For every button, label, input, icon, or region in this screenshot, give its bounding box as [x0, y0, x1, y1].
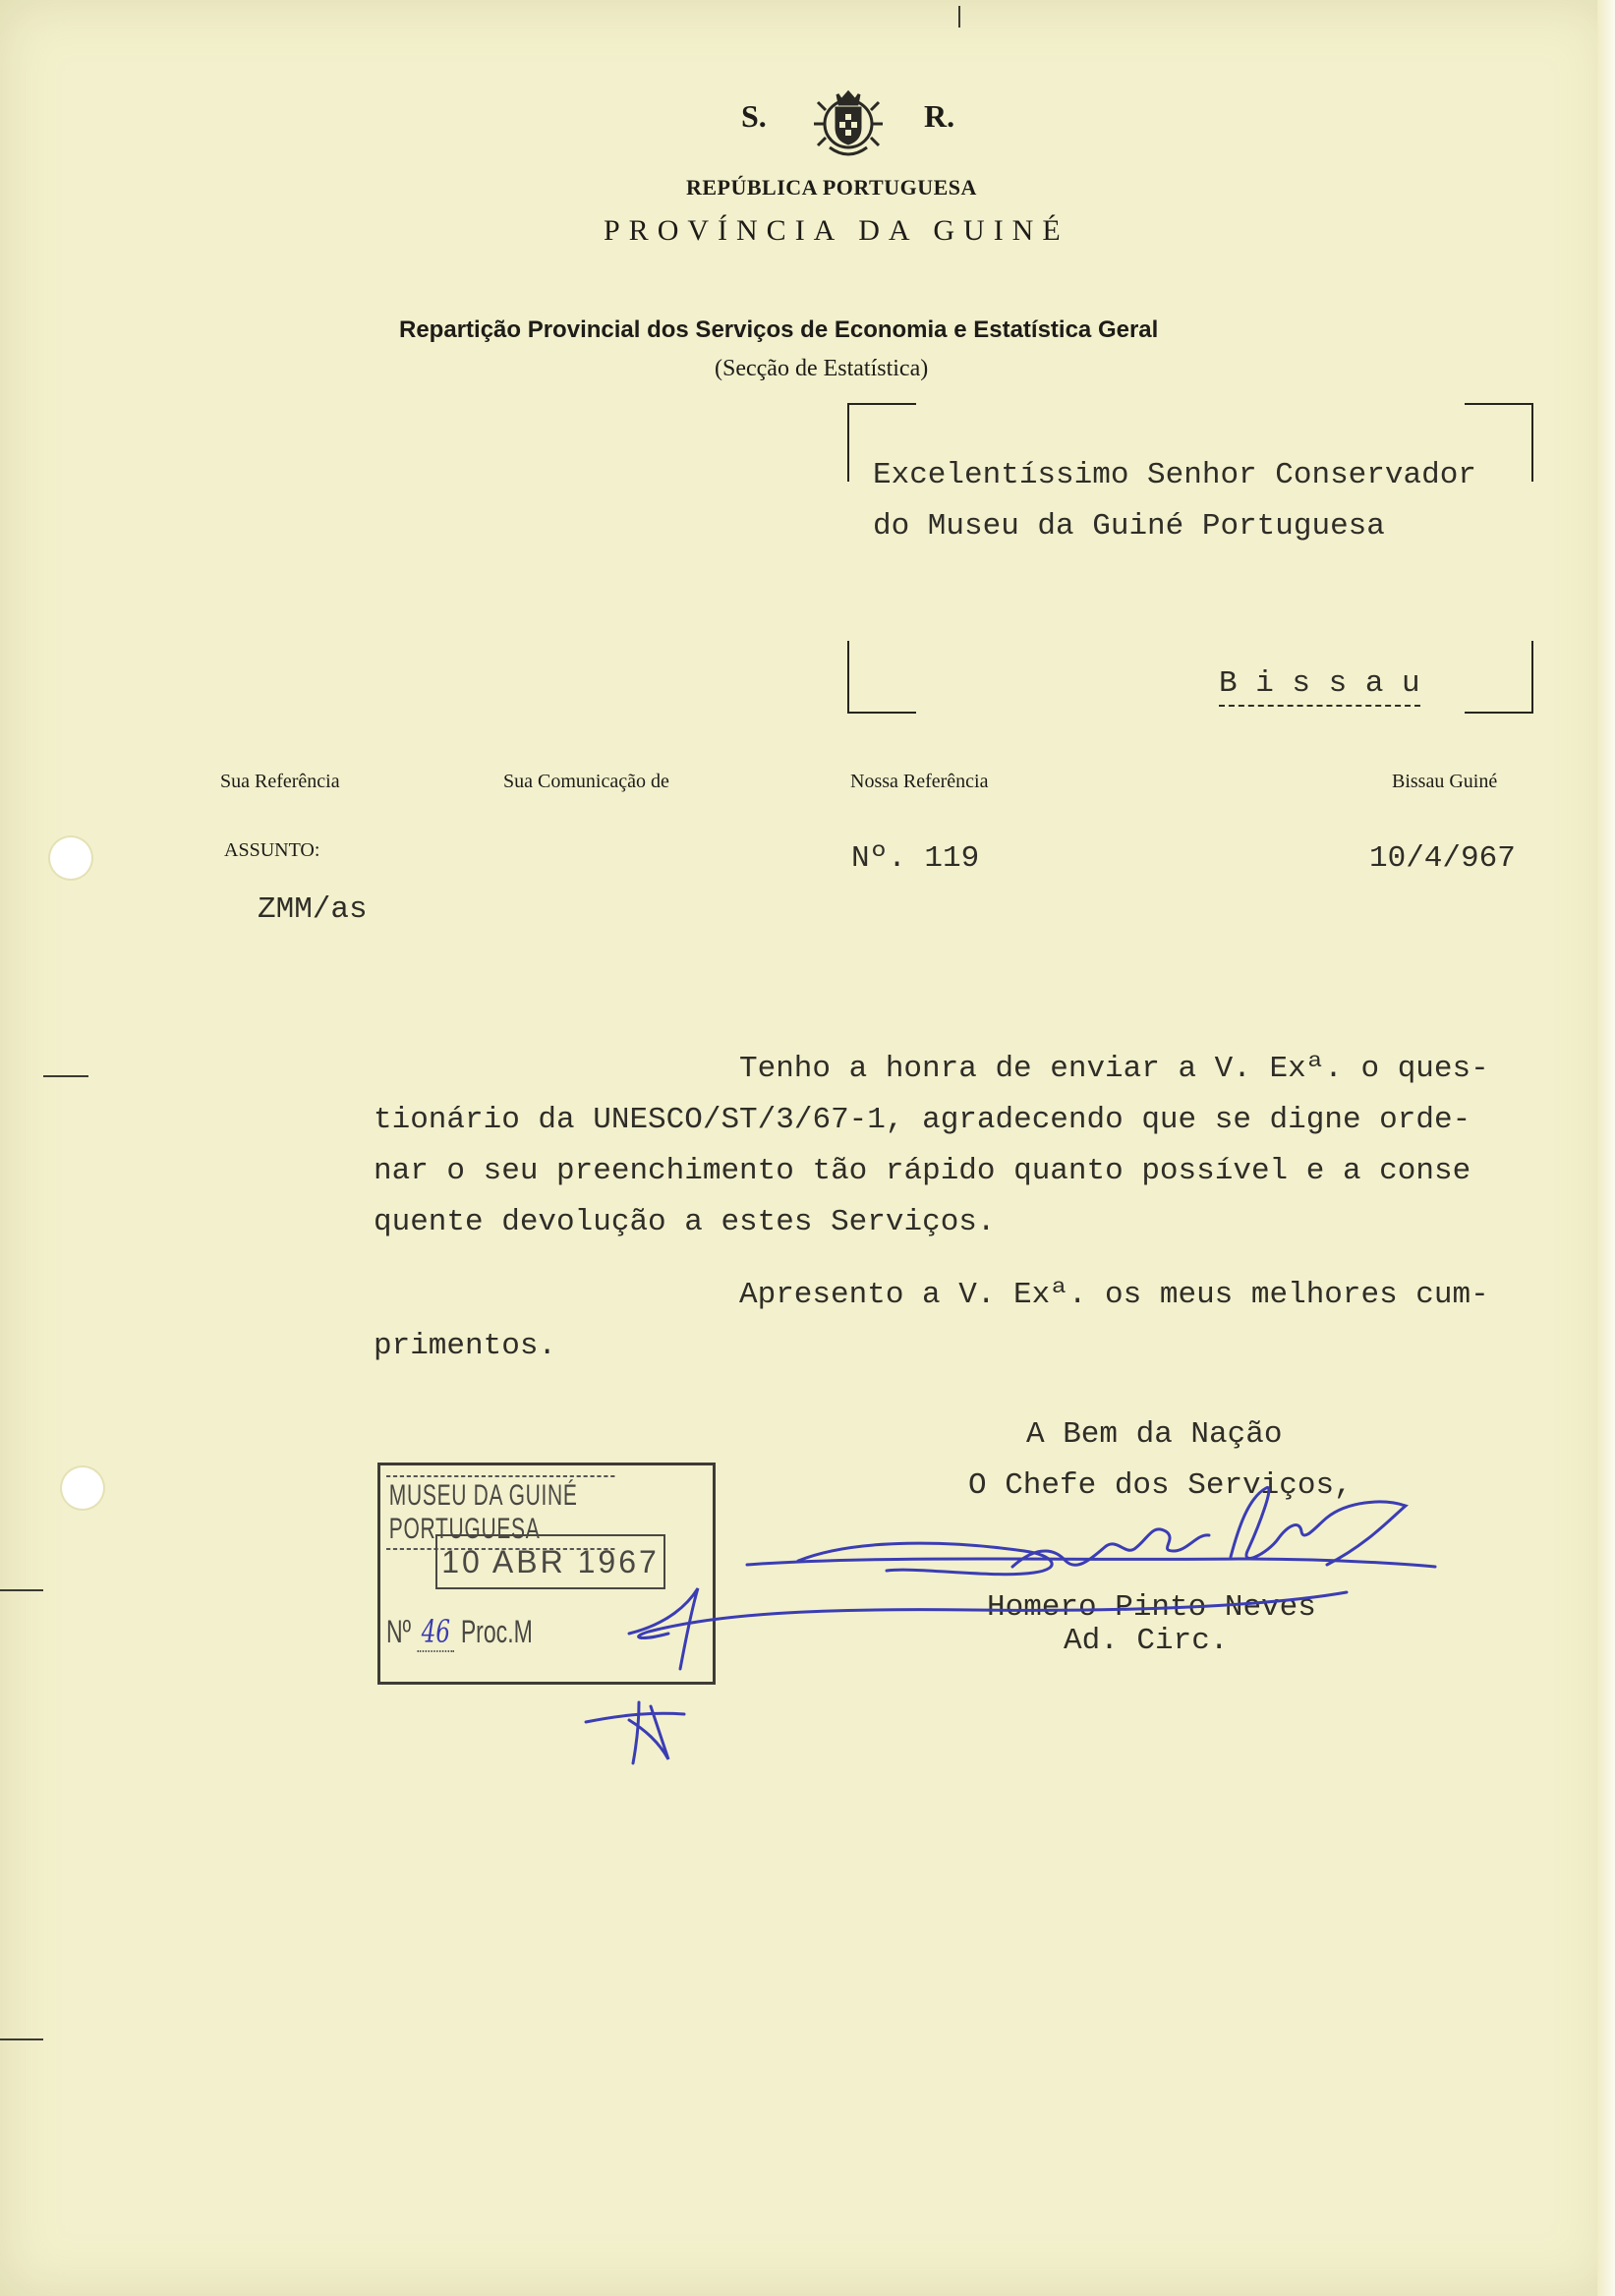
- body-line: Apresento a V. Exª. os meus melhores cum-: [739, 1278, 1489, 1312]
- body-line: primentos.: [374, 1329, 557, 1363]
- body-line: nar o seu preenchimento tão rápido quanto possível e a conse: [374, 1154, 1471, 1188]
- addressee-line-1: Excelentíssimo Senhor Conservador: [873, 458, 1476, 492]
- closing-bem: A Bem da Nação: [1026, 1417, 1283, 1452]
- provincia-heading: PROVÍNCIA DA GUINÉ: [604, 214, 1069, 247]
- stamp-number-value: 46: [417, 1613, 454, 1652]
- sua-comunicacao-label: Sua Comunicação de: [503, 771, 669, 792]
- assunto-label: ASSUNTO:: [224, 839, 320, 861]
- stamp-number-label: Nº: [386, 1614, 412, 1649]
- nossa-referencia-label: Nossa Referência: [850, 771, 989, 792]
- body-line: quente devolução a estes Serviços.: [374, 1205, 996, 1239]
- addressee-line-2: do Museu da Guiné Portuguesa: [873, 509, 1385, 544]
- sua-referencia-label: Sua Referência: [220, 771, 340, 792]
- signatory-title: Ad. Circ.: [1064, 1624, 1229, 1658]
- stamp-proc-label: Proc.M: [460, 1614, 533, 1649]
- stamp-date: 10 ABR 1967: [435, 1534, 665, 1589]
- closing-chefe: O Chefe dos Serviços,: [968, 1468, 1353, 1503]
- signatory-name: Homero Pinto Neves: [987, 1590, 1316, 1625]
- local-label: Bissau Guiné: [1392, 771, 1498, 792]
- seccao-heading: (Secção de Estatística): [715, 356, 929, 381]
- body-line: Tenho a honra de enviar a V. Exª. o ques-: [739, 1052, 1489, 1086]
- reference-number: Nº. 119: [851, 841, 980, 876]
- letterhead-s: S.: [741, 98, 767, 134]
- body-line: tionário da UNESCO/ST/3/67-1, agradecendo que se digne orde-: [374, 1103, 1471, 1137]
- republica-heading: REPÚBLICA PORTUGUESA: [686, 175, 977, 200]
- addressee-city: B i s s a u: [1219, 666, 1420, 707]
- letter-date: 10/4/967: [1369, 841, 1516, 876]
- stamp-title: MUSEU DA GUINÉ PORTUGUESA: [386, 1475, 614, 1550]
- letterhead-r: R.: [924, 98, 955, 134]
- reparticao-heading: Repartição Provincial dos Serviços de Economia e Estatística Geral: [399, 316, 1159, 343]
- typist-initials: ZMM/as: [258, 892, 368, 927]
